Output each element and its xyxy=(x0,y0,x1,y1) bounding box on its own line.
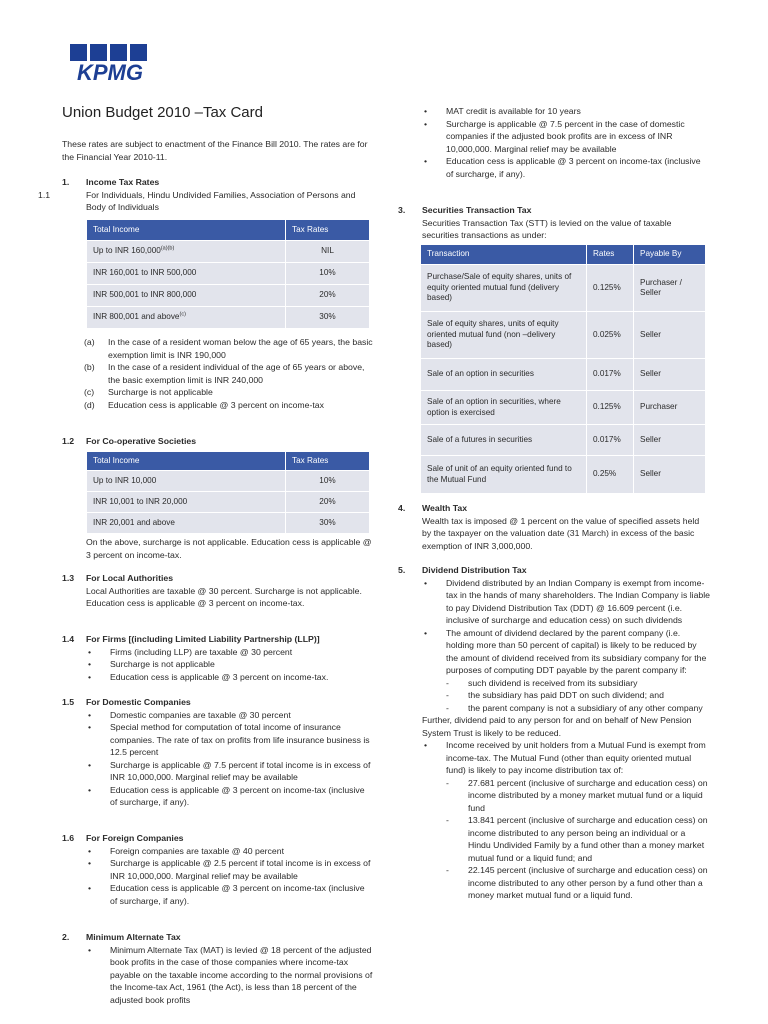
list-item: • Special method for computation of total income of insurance companies. The rate of tax on profits from life insurance business is 12.5 percent xyxy=(110,721,374,759)
list-item: • Surcharge is applicable @ 7.5 percent if total income is in excess of INR 10,000,000. Marginal relief may be available xyxy=(110,759,374,784)
section-1-3: 1.3 For Local Authorities Local Authorities are taxable @ 30 percent. Surcharge is not applicable. Education cess is applicable @ 3 percent on income-tax. xyxy=(62,573,362,608)
table-row: Sale of equity shares, units of equity oriented mutual fund (non –delivery based) 0.025% Seller xyxy=(421,312,706,359)
table-row: INR 10,001 to INR 20,000 20% xyxy=(87,492,370,513)
table-header: Total Income xyxy=(87,452,286,471)
list-item: • Dividend distributed by an Indian Company is exempt from income-tax in the hands of many shareholders. The Indian Company is liable to pay Dividend Distribution Tax (DDT) @ 16.609 percent (i.e. inclusive of surcharge and education cess) on such dividends xyxy=(446,577,710,627)
income-tax-table xyxy=(86,219,370,329)
table-row: INR 20,001 and above 30% xyxy=(87,513,370,534)
list-item: - such dividend is received from its subsidiary xyxy=(468,677,710,690)
section-2: 2. Minimum Alternate Tax • Minimum Alternate Tax (MAT) is levied @ 18 percent of the adjusted book profits in the case of those companies where income-tax payable on the taxable income according to the normal provisions of the Income-tax Act, 1961 (the Act), is less than 18 percent of the adjusted book profits xyxy=(62,931,374,1006)
cooperative-note: On the above, surcharge is not applicable. Education cess is applicable @ 3 percent on income-tax. xyxy=(86,537,372,560)
list-item: (a) In the case of a resident woman below the age of 65 years, the basic exemption limit is INR 190,000 xyxy=(84,337,373,360)
section-2-continued xyxy=(398,105,710,180)
table-header: Rates xyxy=(587,245,634,265)
income-tax-notes xyxy=(62,336,374,411)
list-item: • Education cess is applicable @ 3 percent on income-tax (inclusive of surcharge, if any). xyxy=(110,784,374,809)
list-item: • Surcharge is applicable @ 7.5 percent in the case of domestic companies if the adjusted book profits are in excess of INR 10,000,000. Marginal relief may be available xyxy=(446,118,710,156)
list-item: • Income received by unit holders from a Mutual Fund is exempt from income-tax. The Mutual Fund (other than equity oriented mutual fund) is likely to pay income distribution tax of: xyxy=(446,739,710,777)
list-item: • Education cess is applicable @ 3 percent on income-tax. xyxy=(110,671,374,684)
table-header: Transaction xyxy=(421,245,587,265)
section-1-4: 1.4 For Firms [(including Limited Liability Partnership (LLP)] • Firms (including LLP) are taxable @ 30 percent • Surcharge is not applicable • Education cess is applicable @ 3 percent on income-tax. xyxy=(62,633,374,683)
table-header: Tax Rates xyxy=(286,220,370,241)
section-1-2-title: 1.2 For Co-operative Societies xyxy=(62,436,197,446)
list-item: • The amount of dividend declared by the parent company (i.e. holding more than 50 percent of capital) is likely to be reduced by the amount of dividend received from its subsidiary company for the purposes of computing DDT payable by the parent company if: xyxy=(446,627,710,677)
section-5: 5. Dividend Distribution Tax • Dividend distributed by an Indian Company is exempt from income-tax in the hands of many shareholders. The Indian Company is liable to pay Dividend Distribution Tax (DDT) @ 16.609 percent (i.e. inclusive of surcharge and education cess) on such dividends • The amount of dividend declared by the parent company (i.e. holding more than 50 percent of capital) is likely to be reduced by the amount of dividend received from its subsidiary company for the purposes of computing DDT payable by the parent company if: - such dividend is received from its subsidiary - the subsidiary has paid DDT on such dividend; and - the parent company is not a subsidiary of any other company Further, dividend paid to any person for and on behalf of New Pension System Trust is likely to be reduced. • Income received by unit holders from a Mutual Fund is exempt from income-tax. The Mutual Fund (other than equity oriented mutual fund) is likely to pay income distribution tax of: - 27.681 percent (inclusive of surcharge and education cess) on income distributed by a money market mutual fund or a liquid fund - 13.841 percent (inclusive of surcharge and education cess) on income distributed to any person being an individual or a Hindu Undivided Family by a fund other than a money market mutual fund or a liquid fund; and - 22.145 percent (inclusive of surcharge and education cess) on income distributed to any other person by a fund other than a money market mutual fund or a liquid fund. xyxy=(398,564,710,902)
list-item: • Foreign companies are taxable @ 40 percent xyxy=(110,845,374,858)
list-item: - 27.681 percent (inclusive of surcharge and education cess) on income distributed by a money market mutual fund or a liquid fund xyxy=(468,777,710,815)
table-row: INR 800,001 and above$^{(c)}$ 30% xyxy=(87,307,370,329)
table-row: Up to INR $160,000^{(a)(b)}$ NIL xyxy=(87,241,370,263)
list-item: - 22.145 percent (inclusive of surcharge and education cess) on income distributed to any other person by a fund other than a money market mutual fund or a liquid fund. xyxy=(468,864,710,902)
list-item: • Surcharge is not applicable xyxy=(110,658,374,671)
list-item: • Education cess is applicable @ 3 percent on income-tax (inclusive of surcharge, if any). xyxy=(110,882,374,907)
table-row: Purchase/Sale of equity shares, units of equity oriented mutual fund (delivery based) 0.125% Purchaser / Seller xyxy=(421,265,706,312)
section-1: 1. Income Tax Rates 1.1 For Individuals, Hindu Undivided Families, Association of Persons and Body of Individuals xyxy=(38,177,356,212)
list-item: • Surcharge is applicable @ 2.5 percent if total income is in excess of INR 10,000,000. Marginal relief may be available xyxy=(110,857,374,882)
list-item: - 13.841 percent (inclusive of surcharge and education cess) on income distributed to any person being an individual or a Hindu Undivided Family by a fund other than a money market mutual fund or a liquid fund; and xyxy=(468,814,710,864)
list-item: - the parent company is not a subsidiary of any other company xyxy=(468,702,710,715)
list-item: • Firms (including LLP) are taxable @ 30 percent xyxy=(110,646,374,659)
kpmg-logo xyxy=(62,42,158,86)
page-title: Union Budget 2010 –Tax Card xyxy=(62,104,263,121)
list-item: (c) Surcharge is not applicable xyxy=(84,387,213,397)
table-row: Sale of an option in securities 0.017% Seller xyxy=(421,359,706,391)
cooperative-table xyxy=(86,451,370,534)
table-row: Sale of an option in securities, where option is exercised 0.125% Purchaser xyxy=(421,391,706,425)
stt-table xyxy=(420,244,706,494)
list-item: • Minimum Alternate Tax (MAT) is levied @ 18 percent of the adjusted book profits in the case of those companies where income-tax payable on the taxable income according to the normal provisions of the Income-tax Act, 1961 (the Act), is less than 18 percent of the adjusted book profits xyxy=(110,944,374,1007)
table-row: INR 500,001 to INR 800,000 20% xyxy=(87,285,370,307)
list-item: - the subsidiary has paid DDT on such dividend; and xyxy=(468,689,710,702)
list-item: • Domestic companies are taxable @ 30 percent xyxy=(110,709,374,722)
table-row: INR 160,001 to INR 500,000 10% xyxy=(87,263,370,285)
list-item: (d) Education cess is applicable @ 3 percent on income-tax xyxy=(84,399,324,410)
table-row: Sale of a futures in securities 0.017% Seller xyxy=(421,425,706,456)
list-item: (b) In the case of a resident individual of the age of 65 years or above, the basic exemption limit is INR 240,000 xyxy=(84,362,365,385)
section-1-6: 1.6 For Foreign Companies • Foreign companies are taxable @ 40 percent • Surcharge is applicable @ 2.5 percent if total income is in excess of INR 10,000,000. Marginal relief may be available • Education cess is applicable @ 3 percent on income-tax (inclusive of surcharge, if any). xyxy=(62,832,374,907)
intro-text: These rates are subject to enactment of the Finance Bill 2010. The rates are for the Financial Year 2010-11. xyxy=(62,139,368,162)
table-header: Tax Rates xyxy=(286,452,370,471)
table-row: Up to INR 10,000 10% xyxy=(87,471,370,492)
section-1-1-text: For Individuals, Hindu Undivided Families, Association of Persons and Body of Individuals xyxy=(86,189,356,212)
section-1-title: Income Tax Rates xyxy=(86,177,160,187)
section-4: 4. Wealth Tax Wealth tax is imposed @ 1 percent on the value of specified assets held by the taxpayer on the valuation date (31 March) in excess of the basic exemption of INR 3,000,000. xyxy=(398,503,700,551)
list-item: • MAT credit is available for 10 years xyxy=(446,105,710,118)
list-item: • Education cess is applicable @ 3 percent on income-tax (inclusive of surcharge, if any). xyxy=(446,155,710,180)
section-3: 3. Securities Transaction Tax Securities Transaction Tax (STT) is levied on the value of taxable securities transactions as under: xyxy=(398,205,672,240)
svg-text:KPMG: KPMG xyxy=(77,60,143,85)
table-header: Payable By xyxy=(634,245,706,265)
section-1-5: 1.5 For Domestic Companies • Domestic companies are taxable @ 30 percent • Special method for computation of total income of insurance companies. The rate of tax on profits from life insurance business is 12.5 percent • Surcharge is applicable @ 7.5 percent if total income is in excess of INR 10,000,000. Marginal relief may be available • Education cess is applicable @ 3 percent on income-tax (inclusive of surcharge, if any). xyxy=(62,696,374,809)
dividend-paragraph: Further, dividend paid to any person for and on behalf of New Pension System Trust is likely to be reduced. xyxy=(422,715,692,738)
table-header: Total Income xyxy=(87,220,286,241)
table-row: Sale of unit of an equity oriented fund to the Mutual Fund 0.25% Seller xyxy=(421,456,706,494)
